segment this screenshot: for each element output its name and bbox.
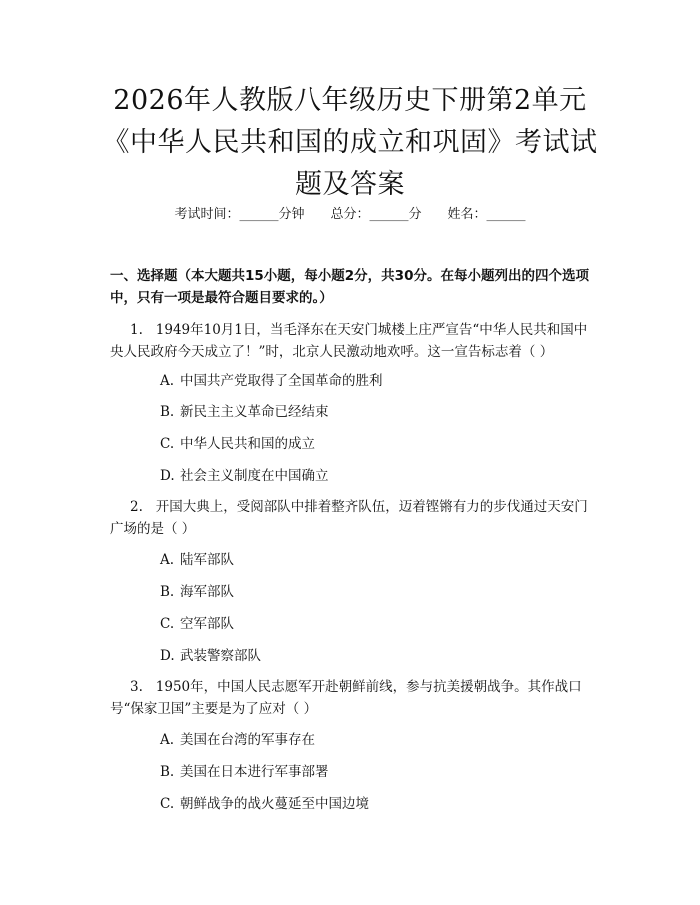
question-2 [110,496,600,540]
option-3c [160,794,600,814]
option-2d [160,646,600,666]
question-text: 开国大典上，受阅部队中排着整齐队伍，迈着铿锵有力的步伐通过天安门广场的是（ ） [110,499,588,537]
option-letter: B. [160,404,175,420]
option-1b [160,402,600,422]
exam-meta [0,206,700,224]
option-text: 朝鲜战争的战火蔓延至中国边境 [180,796,369,812]
option-letter: A. [160,732,175,748]
option-letter: A. [160,373,175,389]
question-3 [110,676,600,720]
student-name-field: 姓名：______ [447,207,526,222]
section-heading: 一、选择题（本大题共15小题，每小题2分，共30分。在每小题列出的四个选项中，只有一项是最符合题目要求的。） [110,268,589,306]
option-letter: A. [160,552,175,568]
option-letter: B. [160,584,175,600]
option-letter: D. [160,648,175,664]
option-text: 空军部队 [180,616,234,632]
option-2a [160,550,600,570]
option-text: 陆军部队 [180,552,234,568]
question-text: 1949年10月1日，当毛泽东在天安门城楼上庄严宣告“中华人民共和国中央人民政府今天成立了！”时，北京人民激动地欢呼。这一宣告标志着（ ） [110,322,588,360]
option-text: 美国在台湾的军事存在 [180,732,315,748]
question-text: 1950年，中国人民志愿军开赴朝鲜前线，参与抗美援朝战争。其作战口号“保家卫国”主要是为了应对（ ） [110,679,582,717]
option-3b [160,762,600,782]
option-text: 新民主主义革命已经结束 [180,404,329,420]
total-score-field: 总分：______分 [330,207,422,222]
option-text: 中华人民共和国的成立 [180,436,315,452]
option-letter: C. [160,436,175,452]
option-text: 武装警察部队 [180,648,261,664]
option-letter: D. [160,468,175,484]
question-number: 2. [130,499,143,515]
option-1a [160,371,600,391]
option-text: 美国在日本进行军事部署 [180,764,329,780]
exam-time-field: 考试时间：______分钟 [174,207,305,222]
option-text: 社会主义制度在中国确立 [180,468,329,484]
option-letter: C. [160,796,175,812]
option-text: 海军部队 [180,584,234,600]
option-2c [160,614,600,634]
option-1c [160,434,600,454]
option-letter: B. [160,764,175,780]
option-1d [160,466,600,486]
option-letter: C. [160,616,175,632]
question-1 [110,319,600,363]
option-text: 中国共产党取得了全国革命的胜利 [180,373,383,389]
question-number: 1. [130,322,143,338]
option-3a [160,730,600,750]
question-number: 3. [130,679,143,695]
option-2b [160,582,600,602]
document-title: 2026年人教版八年级历史下册第2单元《中华人民共和国的成立和巩固》考试试题及答案 [102,85,598,200]
